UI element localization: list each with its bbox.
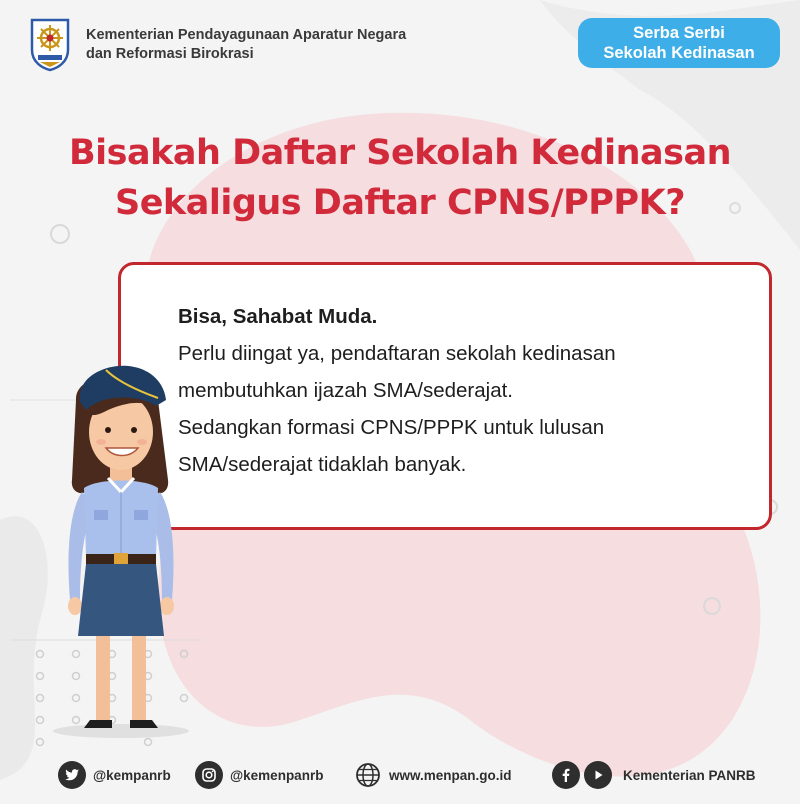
twitter-handle: @kempanrb — [93, 767, 171, 783]
footer-twitter[interactable] — [58, 758, 171, 792]
footer-social-bar — [0, 758, 800, 792]
answer-lead: Bisa, Sahabat Muda. — [178, 305, 378, 328]
instagram-icon — [195, 761, 223, 789]
footer-facebook[interactable] — [552, 758, 580, 792]
youtube-icon — [584, 761, 612, 789]
answer-text — [178, 298, 768, 483]
ministry-name-line1: Kementerian Pendayagunaan Aparatur Negara — [86, 27, 407, 43]
page-title-line1: Bisakah Daftar Sekolah Kedinasan — [68, 133, 732, 173]
instagram-handle: @kemenpanrb — [230, 767, 324, 783]
answer-line-4: SMA/sederajat tidaklah banyak. — [178, 453, 467, 476]
footer-instagram[interactable] — [195, 758, 323, 792]
page-title — [0, 128, 800, 228]
answer-line-3: Sedangkan formasi CPNS/PPPK untuk lulusan — [178, 416, 605, 439]
ministry-emblem-icon — [26, 16, 74, 72]
footer-youtube[interactable] — [584, 758, 756, 792]
ministry-name-line2: dan Reformasi Birokrasi — [86, 46, 254, 62]
answer-line-1: Perlu diingat ya, pendaftaran sekolah kedinasan — [178, 342, 616, 365]
officer-character-illustration — [46, 360, 196, 740]
series-badge-line1: Serba Serbi — [633, 24, 725, 42]
facebook-icon — [552, 761, 580, 789]
twitter-icon — [58, 761, 86, 789]
globe-icon — [354, 761, 382, 789]
series-badge-line2: Sekolah Kedinasan — [603, 44, 755, 62]
ministry-name — [86, 26, 406, 64]
series-badge — [578, 18, 780, 68]
answer-line-2: membutuhkan ijazah SMA/sederajat. — [178, 379, 514, 402]
page-title-line2: Sekaligus Daftar CPNS/PPPK? — [114, 183, 685, 223]
channel-name: Kementerian PANRB — [623, 767, 756, 783]
website-url: www.menpan.go.id — [389, 767, 512, 783]
footer-website[interactable] — [354, 758, 512, 792]
